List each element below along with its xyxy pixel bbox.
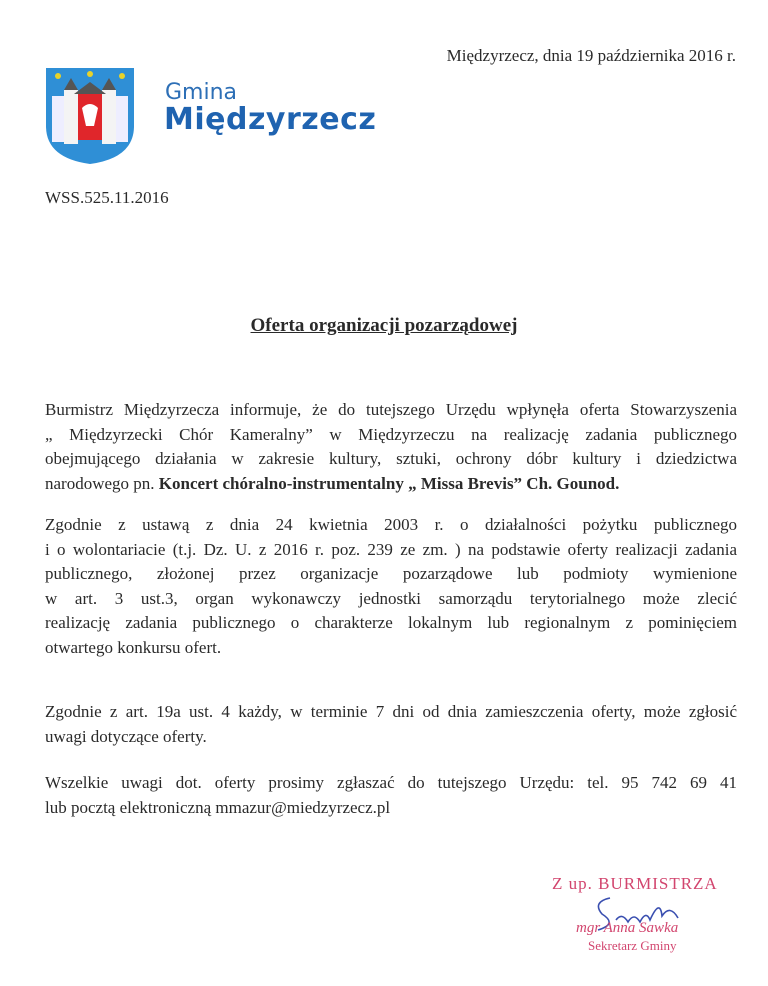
text-line: obejmującego działania w zakresie kultury, sztuki, ochrony dóbr kultury i dziedzictwa xyxy=(45,449,737,469)
text-line: uwagi dotyczące oferty. xyxy=(45,726,207,746)
text-line: Zgodnie z ustawą z dnia 24 kwietnia 2003 r. o działalności pożytku publicznego xyxy=(45,515,737,534)
text-line: otwartego konkursu ofert. xyxy=(45,637,222,657)
signatory-role: Sekretarz Gminy xyxy=(588,938,677,953)
text-line: Zgodnie z art. 19a ust. 4 każdy, w terminie 7 dni od dnia zamieszczenia oferty, może zgłosić xyxy=(45,702,737,721)
paragraph-2 xyxy=(45,513,737,661)
document-date: Międzyrzecz, dnia 19 października 2016 r. xyxy=(446,46,736,65)
text-line: i o wolontariacie (t.j. Dz. U. z 2016 r. poz. 239 ze zm. ) na podstawie oferty realizacji zadania xyxy=(45,539,737,559)
reference-number: WSS.525.11.2016 xyxy=(45,188,169,207)
logo-gmina-text: Gmina xyxy=(165,80,238,105)
stamp-line: Z up. BURMISTRZA xyxy=(552,874,718,893)
text-line: Wszelkie uwagi dot. oferty prosimy zgłaszać do tutejszego Urzędu: tel. 95 742 69 41 xyxy=(45,773,737,792)
text-line: w art. 3 ust.3, organ wykonawczy jednostki samorządu terytorialnego może zlecić xyxy=(45,588,737,608)
text-line: „ Międzyrzecki Chór Kameralny” w Międzyrzeczu na realizację zadania publicznego xyxy=(45,424,737,444)
logo-city-text: Międzyrzecz xyxy=(164,102,377,137)
text-line: realizację zadania publicznego o charakterze lokalnym lub regionalnym z pominięciem xyxy=(45,613,737,633)
document-title: Oferta organizacji pozarządowej xyxy=(250,315,518,336)
paragraph-1 xyxy=(45,398,737,496)
coat-of-arms-icon xyxy=(44,66,136,166)
signature-stamp xyxy=(548,870,748,960)
text-line: publicznego, złożonej przez organizacje pozarządowe lub podmioty wymienione xyxy=(45,564,737,584)
text-prefix: narodowego pn. xyxy=(45,473,159,493)
text-line: Burmistrz Międzyrzecza informuje, że do tutejszego Urzędu wpłynęła oferta Stowarzyszenia xyxy=(45,400,737,419)
text-line: lub pocztą elektroniczną mmazur@miedzyrzecz.pl xyxy=(45,797,391,817)
paragraph-4 xyxy=(45,771,737,820)
concert-title: Koncert chóralno-instrumentalny „ Missa Brevis” Ch. Gounod. xyxy=(158,473,620,493)
paragraph-3 xyxy=(45,700,737,749)
signatory-name: mgr Anna Sawka xyxy=(576,920,679,936)
text-line xyxy=(45,472,737,497)
